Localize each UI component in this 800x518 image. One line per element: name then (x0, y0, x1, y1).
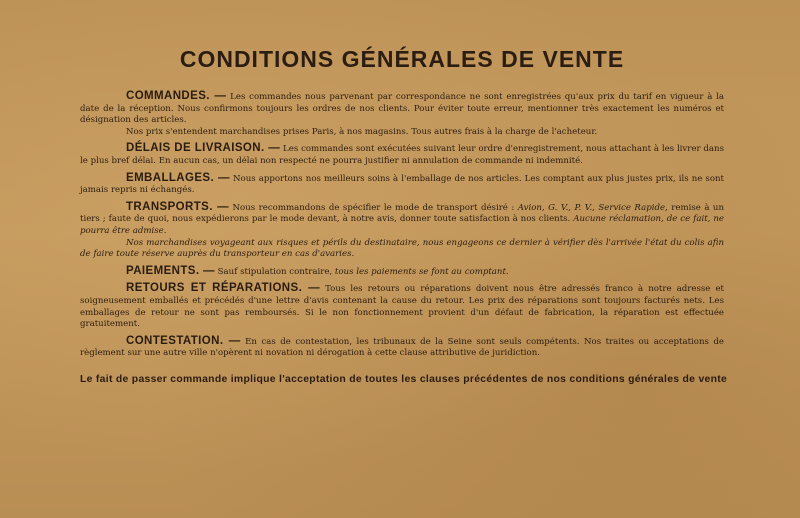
section-retours (80, 283, 724, 330)
section-text: Sauf stipulation contraire, (214, 266, 335, 277)
section-text: Les commandes sont exécutées suivant leur ordre d'enregistrement, nous attachant à les livrer dans le plus bref délai. En aucun cas, un délai non respecté ne pourra justifier ni annulation de commande ni indemnité. (80, 144, 725, 166)
section-delais (80, 143, 724, 167)
section-commandes (80, 91, 724, 138)
section-emballages (80, 173, 724, 197)
italic-note: tous les paiements se font au comptant. (334, 266, 509, 277)
italic-note: Aucune réclamation, de ce fait, ne pourra être admise. (80, 214, 724, 236)
section-text: Nous apportons nos meilleurs soins à l'emballage de nos articles. Les comptant aux plus justes prix, ils ne sont jamais repris ni échangés. (80, 173, 724, 196)
section-transports (80, 202, 724, 261)
section-heading: TRANSPORTS. — (126, 200, 230, 213)
footer-notice: Le fait de passer commande implique l'acceptation de toutes les clauses précédentes de nos conditions générales de vente (80, 373, 728, 385)
section-text-continued: Nos prix s'entendent marchandises prises Paris, à nos magasins. Tous autres frais à la charge de l'acheteur. (126, 126, 598, 137)
section-text: remise à un tiers ; faute de quoi, nous expédierons par le mode devant, à notre avis, donner toute satisfaction à nos clients. (80, 202, 724, 225)
section-heading: DÉLAIS DE LIVRAISON. — (126, 142, 281, 155)
transport-modes: Avion, G. V., P. V., Service Rapide, (517, 202, 668, 213)
section-text: En cas de contestation, les tribunaux de la Seine sont seuls compétents. Nos traites ou acceptations de règlement sur une autre ville n'opèrent ni novation ni dérogation à cette clause attributive de juridiction. (80, 336, 724, 359)
section-heading: RETOURS ET RÉPARATIONS. — (126, 282, 321, 295)
section-text: Tous les retours ou réparations doivent nous être adressés franco à notre adresse et soigneusement emballés et précédés d'une lettre d'avis contenant la cause du retour. Les prix des réparations sont toujours facturés nets. Les emballages de retour ne sont pas remboursés. Si le non fonctionnement provient d'un défaut de fabrication, la réparation est effectuée gratuitement. (80, 284, 724, 330)
section-paiements (80, 266, 724, 279)
section-text-continued: Nos marchandises voyageant aux risques et périls du destinataire, nous engageons ce dernier à vérifier dès l'arrivée l'état du colis afin de faire toute réserve auprès du transporteur en cas d'avaries. (80, 237, 724, 260)
section-heading: CONTESTATION. — (126, 334, 241, 347)
section-text: Nous recommandons de spécifier le mode de transport désiré : (229, 202, 518, 213)
section-heading: COMMANDES. — (126, 90, 227, 102)
section-text: Les commandes nous parvenant par correspondance ne sont enregistrées qu'aux prix du tarif en vigueur à la date de la réception. Nous confirmons toujours les ordres de nos clients. Pour éviter toute erreur, mentionner très exactement les numéros et désignation des articles. (80, 92, 724, 126)
section-heading: EMBALLAGES. — (126, 171, 230, 184)
page-title: CONDITIONS GÉNÉRALES DE VENTE (179, 46, 625, 72)
section-heading: PAIEMENTS. — (126, 264, 215, 277)
section-contestation (80, 336, 724, 360)
